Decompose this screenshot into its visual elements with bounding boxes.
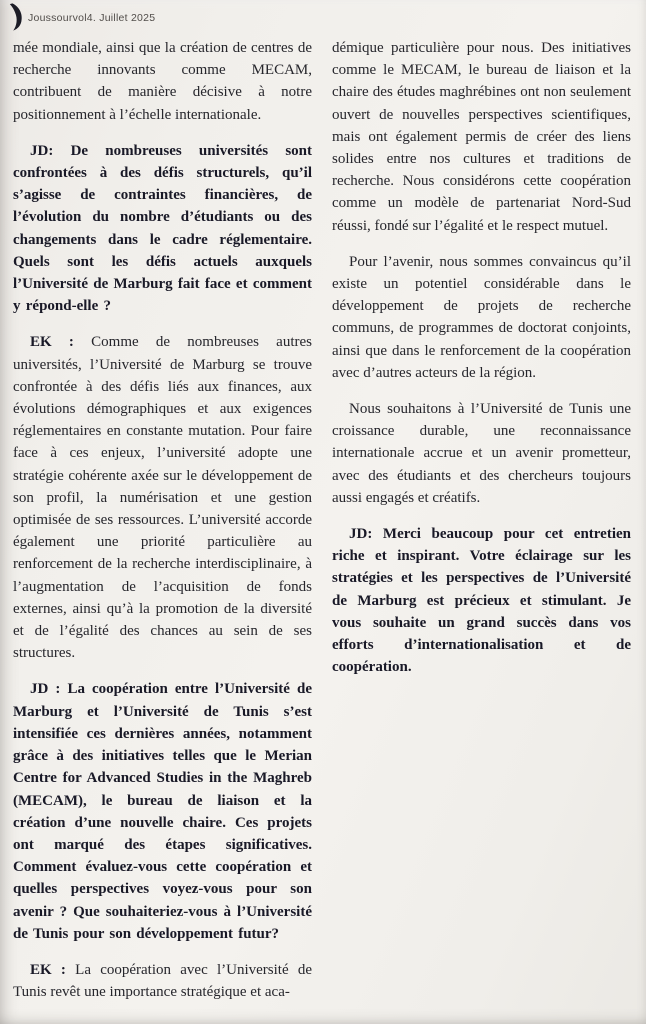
left-column <box>13 37 312 1024</box>
paragraph <box>332 37 631 237</box>
paragraph-text: Pour l’avenir, nous sommes convaincus qu’il existe un potentiel considérable dans le développement de projets de recherche communs, de programmes de doctorat conjoints, ainsi que dans le renforcement de la coopération avec d’autres acteurs de la région. <box>332 253 631 381</box>
paragraph <box>13 678 312 944</box>
speaker-label: JD: <box>30 142 71 159</box>
paragraph-text: Merci beaucoup pour cet entretien riche et inspirant. Votre éclairage sur les stratégies et les perspectives de l’Université de Marburg est précieux et stimulant. Je vous souhaite un grand succès dans vos efforts d’internationalisation et de coopération. <box>332 526 631 676</box>
paragraph <box>332 251 631 384</box>
speaker-label: JD : <box>30 681 68 698</box>
speaker-label: JD: <box>349 526 383 543</box>
paragraph <box>332 523 631 678</box>
page-header <box>9 3 155 31</box>
feather-swoosh-icon <box>9 3 26 31</box>
speaker-label: EK : <box>30 961 76 978</box>
paragraph-text: démique particulière pour nous. Des initiatives comme le MECAM, le bureau de liaison et la chaire des études maghrébines ont non seulement ouvert de nouvelles perspectives scientifiques, mais ont également permis de créer des liens solides entre nos cultures et traditions de recherche. Nous considérons cette coopération comme un modèle de partenariat Nord-Sud réussi, fondé sur l’égalité et le respect mutuel. <box>332 40 631 234</box>
paragraph-text: mée mondiale, ainsi que la création de centres de recherche innovants comme MECAM, contribuent de manière décisive à notre positionnement à l’échelle internationale. <box>13 40 312 123</box>
paragraph <box>13 331 312 664</box>
paragraph-text: Comme de nombreuses autres universités, l’Université de Marburg se trouve confrontée à des défis liés aux finances, aux évolutions démographiques et aux exigences réglementaires en constante mutation. Pour faire face à ces enjeux, l’université adopte une stratégie cohérente axée sur le développement de son profil, la numérisation et une gestion optimisée de ses ressources. L’université accorde également une priorité particulière au renforcement de la recherche interdisciplinaire, à l’augmentation de l’acquisition de fonds externes, ainsi qu’à la promotion de la diversité et de l’égalité des chances au sein de ses structures. <box>13 334 313 662</box>
paragraph <box>332 398 631 509</box>
paragraph <box>13 37 312 126</box>
paragraph-text: La coopération entre l’Université de Marburg et l’Université de Tunis s’est intensifiée ces dernières années, notamment grâce à des initiatives telles que le Merian Centre for Advanced Studies in the Maghreb (MECAM), le bureau de liaison et la création d’une nouvelle chaire. Ces projets ont marqué des étapes significatives. Comment évaluez-vous cette coopération et quelles perspectives voyez-vous pour son avenir ? Que souhaiteriez-vous à l’Université de Tunis pour son développement futur? <box>13 681 312 942</box>
paragraph-text: La coopération avec l’Université de Tunis revêt une importance stratégique et aca- <box>13 961 313 1001</box>
paragraph-text: De nombreuses universités sont confrontées à des défis structurels, qu’il s’agisse de contraintes financières, de l’évolution du nombre d’étudiants ou des changements dans le cadre réglementaire. Quels sont les défis actuels auxquels l’Université de Marburg fait face et comment y répond-elle ? <box>13 142 312 315</box>
paragraph <box>13 959 312 1003</box>
speaker-label: EK : <box>30 334 92 351</box>
paragraph-text: Nous souhaitons à l’Université de Tunis une croissance durable, une reconnaissance internationale accrue et un avenir prometteur, avec des étudiants et des chercheurs toujours aussi engagés et créatifs. <box>332 401 631 506</box>
right-column <box>332 37 631 1024</box>
paragraph <box>13 140 312 318</box>
journal-issue-label: Joussourvol4. Juillet 2025 <box>28 12 156 24</box>
article-body <box>13 37 631 1024</box>
